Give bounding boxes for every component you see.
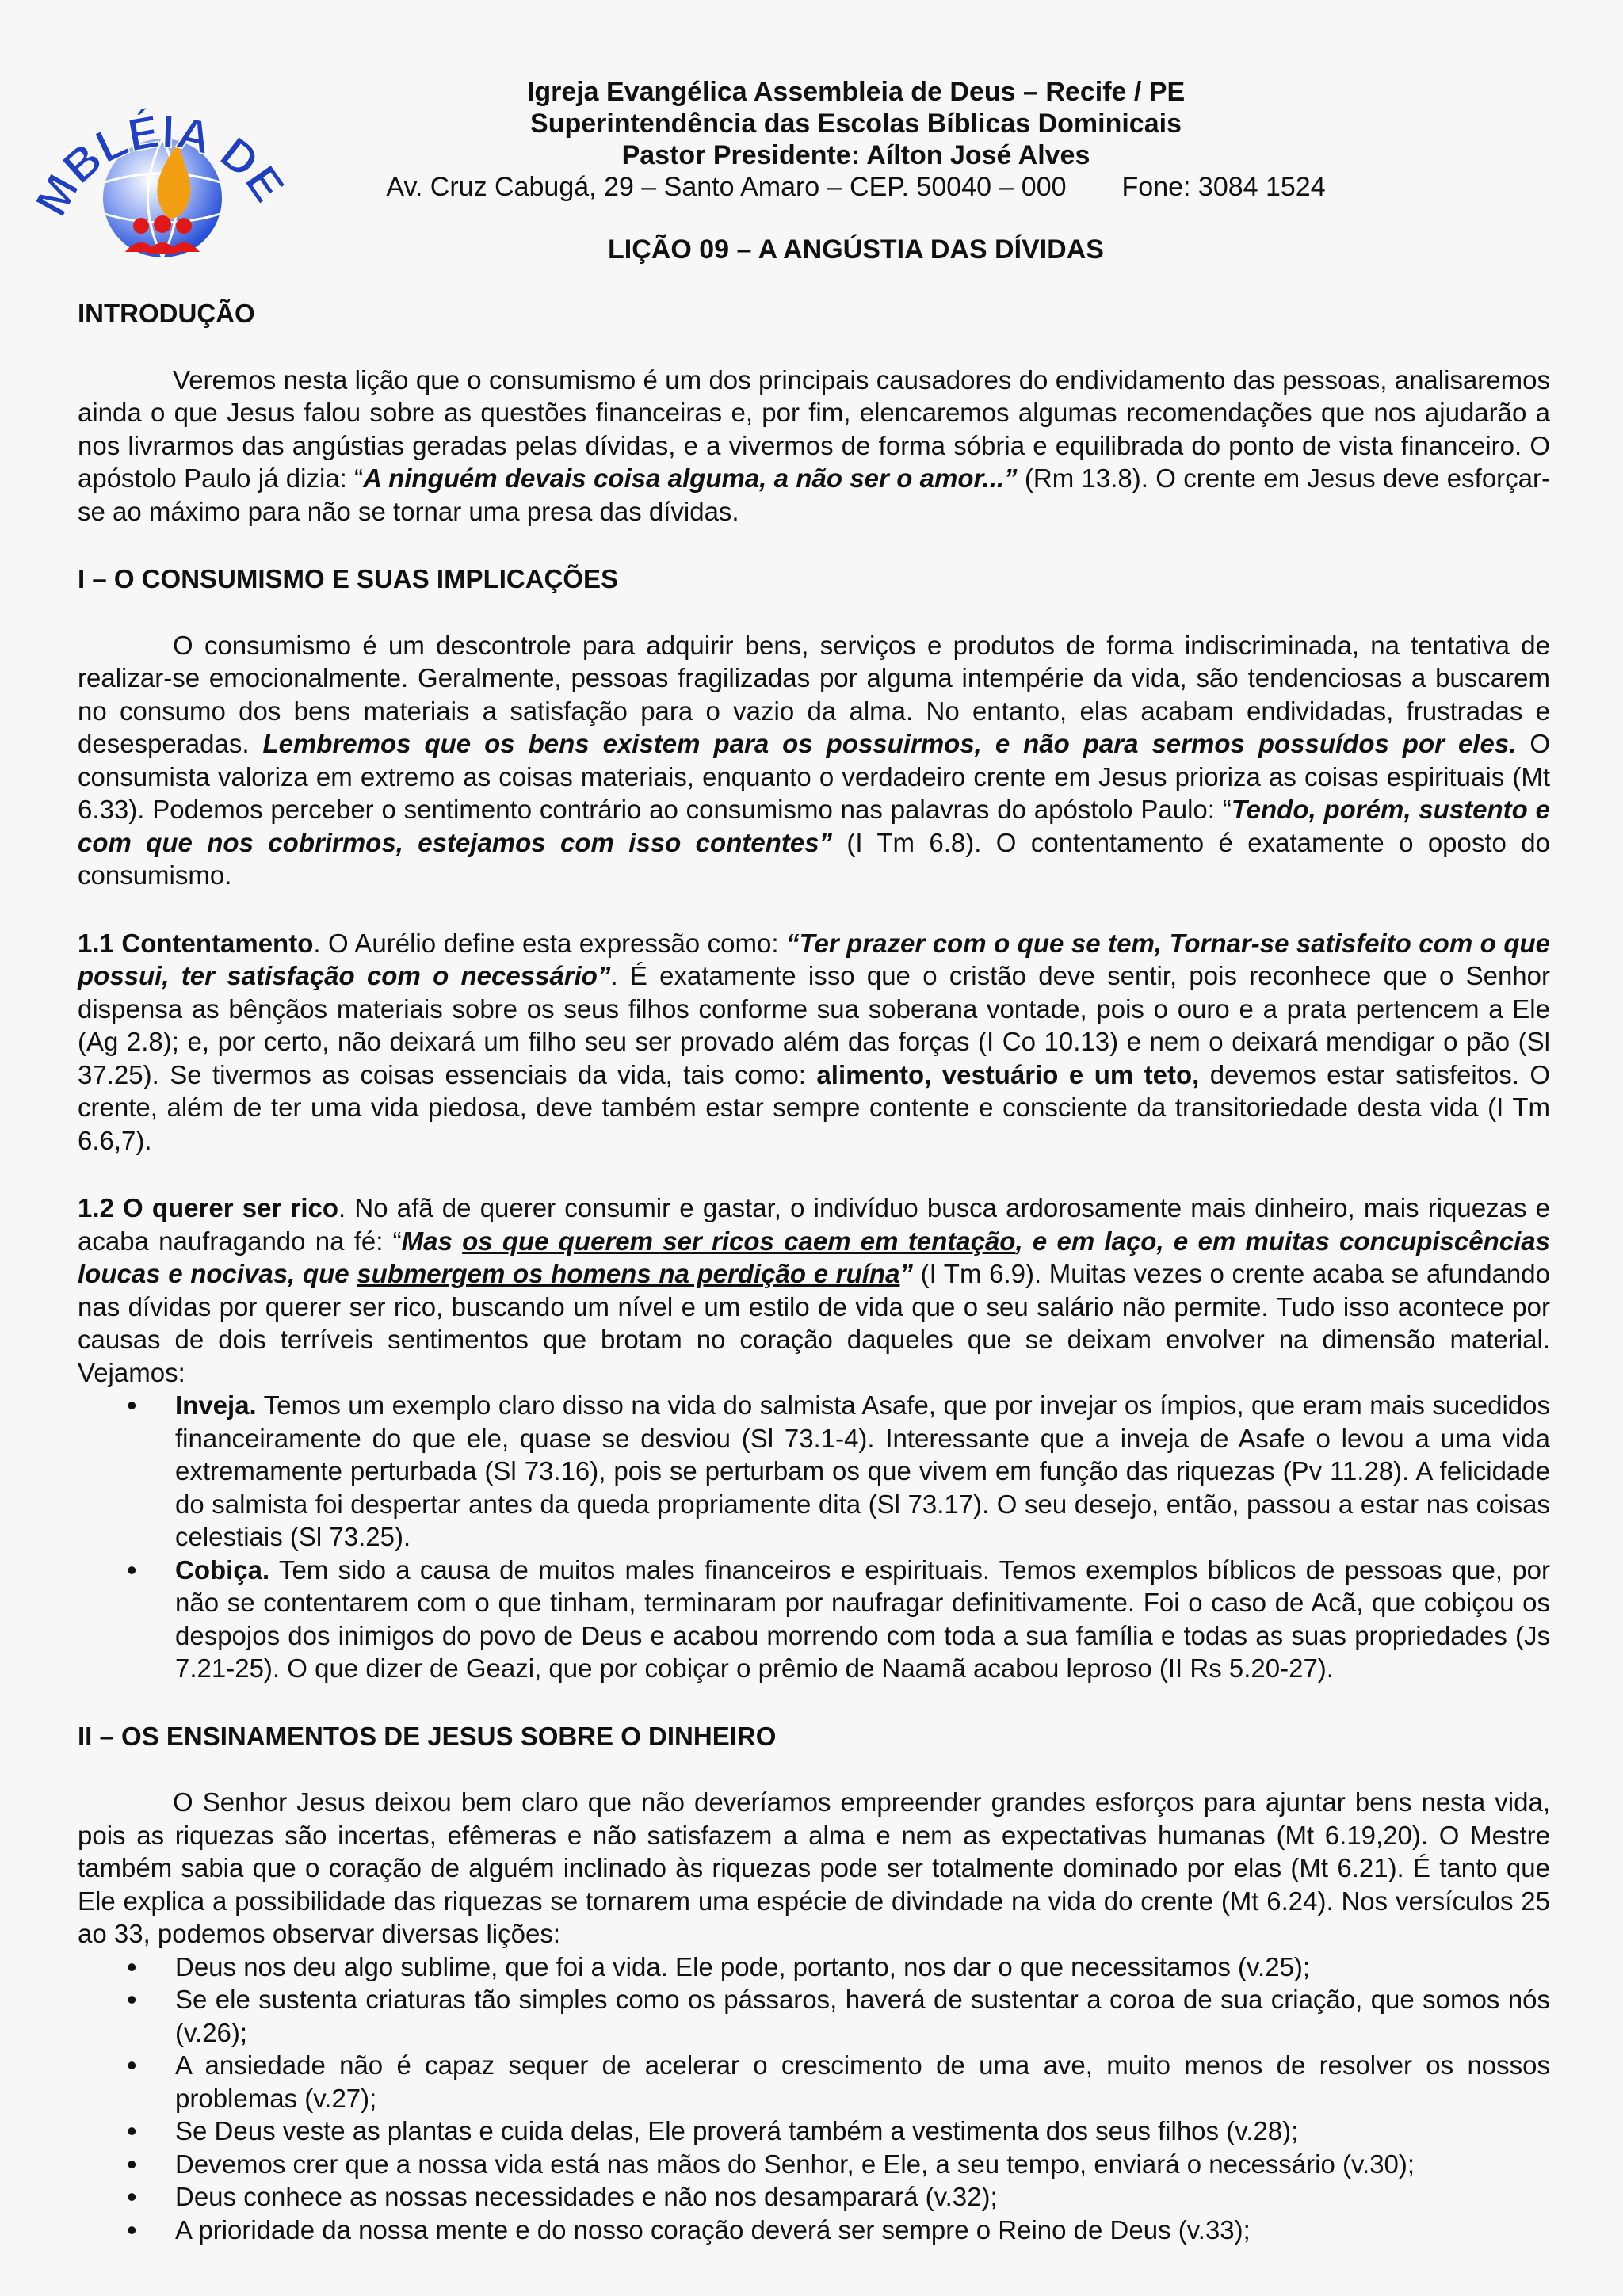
list-item: • A prioridade da nossa mente e do nosso coração deverá ser sempre o Reino de Deus (v.33);	[78, 2214, 1550, 2247]
quote-underlined: os que querem ser ricos caem em tentação	[462, 1226, 1016, 1256]
list-item: • Devemos crer que a nossa vida está nas mãos do Senhor, e Ele, a seu tempo, enviará o necessário (v.30);	[78, 2148, 1550, 2181]
intro-quote: A ninguém devais coisa alguma, a não ser o amor...”	[363, 463, 1018, 493]
list-item-title: Cobiça.	[175, 1554, 270, 1585]
list-item	[78, 1389, 1550, 1554]
intro-heading: INTRODUÇÃO	[78, 299, 255, 328]
address: Av. Cruz Cabugá, 29 – Santo Amaro – CEP. 50040 – 000	[386, 172, 1067, 202]
quote-part: ”	[899, 1259, 913, 1288]
list-item	[78, 1554, 1550, 1685]
feelings-list	[78, 1389, 1550, 1685]
intro-paragraph	[78, 364, 1550, 528]
subsection-1-1-text: . O Aurélio define esta expressão como:	[313, 928, 787, 958]
intro-text: Veremos nesta lição que o consumismo é um dos principais causadores do endividamento das pessoas, analisaremos ainda o que Jesus falou sobre as questões financeiras e, por fim, elencaremos algumas recomendações que nos ajudarão a nos livrarmos das angústias geradas pelas dívidas, e a vivermos de forma sóbria e equilibrada do ponto de vista financeiro. O apóstolo Paulo já dizia: “	[78, 364, 1550, 493]
quote-part: , e em laço, e em muitas concupiscências loucas e nocivas, que	[78, 1226, 1550, 1288]
subsection-1-2-title: 1.2 O querer ser rico	[78, 1193, 339, 1222]
church-name: Igreja Evangélica Assembleia de Deus – Recife / PE	[526, 77, 1186, 107]
list-item-text: Temos um exemplo claro disso na vida do salmista Asafe, que por invejar os ímpios, que eram mais sucedidos financeiramente do que ele, quase se desviou (Sl 73.1-4). Interessante que a inveja de Asafe o levou a uma vida extremamente perturbada (Sl 73.16), pois se perturbam os que vivem em função das riquezas (Pv 11.28). A felicidade do salmista foi despertar antes da queda propriamente dita (Sl 73.17). O seu desejo, então, passou a estar nas coisas celestiais (Sl 73.25).	[175, 1390, 1550, 1551]
list-item: • Deus nos deu algo sublime, que foi a vida. Ele pode, portanto, nos dar o que necessitamos (v.25);	[78, 1951, 1550, 1984]
assembleia-logo	[32, 63, 293, 269]
subsection-1-1-text-2: . É exatamente isso que o cristão deve sentir, pois reconhece que o Senhor dispensa as bênçãos materiais sobre os seus filhos conforme sua soberana vontade, pois o ouro e a prata pertencem a Ele (Ag 2.8); e, por certo, não deixará um filho seu ser provado além das forças (I Co 10.13) e nem o deixará mendigar o pão (Sl 37.25). Se tivermos as coisas essenciais da vida, tais como:	[78, 961, 1550, 1089]
subsection-1-1-text-3: devemos estar satisfeitos. O crente, além de ter uma vida piedosa, deve também estar sempre contente e consciente da transitoriedade desta vida (I Tm 6.6,7).	[78, 1059, 1550, 1155]
section2-heading: II – OS ENSINAMENTOS DE JESUS SOBRE O DINHEIRO	[78, 1721, 777, 1751]
quote-underlined: submergem os homens na perdição e ruína	[357, 1259, 900, 1288]
section1-text-2: O consumista valoriza em extremo as coisas materiais, enquanto o verdadeiro crente em Jesus prioriza as coisas espirituais (Mt 6.33). Podemos perceber o sentimento contrário ao consumismo nas palavras do apóstolo Paulo: “	[78, 729, 1550, 824]
subsection-1-2-text: . No afã de querer consumir e gastar, o indivíduo busca ardorosamente mais dinheiro, mais riquezas e acaba naufragando na fé: “	[78, 1193, 1551, 1256]
section1-emphasis: Lembremos que os bens existem para os possuirmos, e não para sermos possuídos por eles.	[262, 729, 1517, 758]
section1-heading: I – O CONSUMISMO E SUAS IMPLICAÇÕES	[78, 564, 619, 593]
section1-text: O consumismo é um descontrole para adquirir bens, serviços e produtos de forma indiscriminada, na tentativa de realizar-se emocionalmente. Geralmente, pessoas fragilizadas por alguma intempérie da vida, são tendenciosas a buscarem no consumo dos bens materiais a satisfação para o vazio da alma. No entanto, elas acabam endividadas, frustradas e desesperadas.	[78, 630, 1550, 758]
address-line	[301, 171, 1411, 203]
list-item-text: Tem sido a causa de muitos males financeiros e espirituais. Temos exemplos bíblicos de pessoas que, por não se contentarem com o que tinham, terminaram por naufragar definitivamente. Foi o caso de Acã, que cobiçou os despojos dos inimigos do povo de Deus e acabou morrendo com toda a sua família e todas as suas propriedades (Js 7.21-25). O que dizer de Geazi, que por cobiçar o prêmio de Naamã acabou leproso (II Rs 5.20-27).	[175, 1554, 1550, 1683]
intro-text-end: (Rm 13.8). O crente em Jesus deve esforçar-se ao máximo para não se tornar uma presa das dívidas.	[78, 463, 1550, 526]
subsection-1-1-title: 1.1 Contentamento	[78, 928, 314, 958]
subsection-1-2-text-2: (I Tm 6.9). Muitas vezes o crente acaba se afundando nas dívidas por querer ser rico, buscando um nível e um estilo de vida que o seu salário não permite. Tudo isso acontece por causas de dois terríveis sentimentos que brotam no coração daqueles que se deixam envolver na dimensão material. Vejamos:	[78, 1259, 1550, 1387]
subsection-1-1-quote: “Ter prazer com o que se tem, Tornar-se satisfeito com o que possui, ter satisfação com o necessário”	[78, 928, 1550, 990]
section1-text-3: (I Tm 6.8). O contentamento é exatamente o oposto do consumismo.	[78, 827, 1550, 890]
subsection-1-1	[78, 927, 1550, 1158]
phone: Fone: 3084 1524	[1121, 172, 1326, 202]
section1-paragraph	[78, 629, 1550, 892]
list-item: • Se ele sustenta criaturas tão simples como os pássaros, haverá de sustentar a coroa de sua criação, que somos nós (v.26);	[78, 1983, 1550, 2049]
logo-text: MBLÉIA DE	[32, 105, 293, 225]
list-item: • Se Deus veste as plantas e cuida delas, Ele proverá também a vestimenta dos seus filhos (v.28);	[78, 2115, 1550, 2148]
section2-paragraph: O Senhor Jesus deixou bem claro que não deveríamos empreender grandes esforços para ajuntar bens nesta vida, pois as riquezas são incertas, efêmeras e não satisfazem a alma e nem as expectativas humanas (Mt 6.19,20). O Mestre também sabia que o coração de alguém inclinado às riquezas pode ser totalmente dominado por elas (Mt 6.21). É tanto que Ele explica a possibilidade das riquezas se tornarem uma espécie de divindade na vida do crente (Mt 6.24). Nos versículos 25 ao 33, podemos observar diversas lições:	[78, 1787, 1550, 1948]
list-item-title: Inveja.	[175, 1390, 257, 1420]
logo-graphic	[32, 63, 293, 269]
pastor-name: Pastor Presidente: Aílton José Alves	[621, 140, 1090, 170]
list-item: • A ansiedade não é capaz sequer de acelerar o crescimento de uma ave, muito menos de resolver os nossos problemas (v.27);	[78, 2049, 1550, 2115]
list-item: • Deus conhece as nossas necessidades e não nos desamparará (v.32);	[78, 2180, 1550, 2214]
subsection-1-1-bold: alimento, vestuário e um teto,	[816, 1059, 1200, 1089]
quote-part: Mas	[401, 1226, 463, 1256]
subsection-1-2	[78, 1192, 1550, 1389]
lesson-title: LIÇÃO 09 – A ANGÚSTIA DAS DÍVIDAS	[608, 235, 1104, 265]
lesson-body	[78, 297, 1550, 2246]
section1-quote: Tendo, porém, sustento e com que nos cobrirmos, estejamos com isso contentes”	[78, 795, 1550, 857]
lessons-list	[78, 1951, 1550, 2247]
church-header	[301, 76, 1411, 203]
department-name: Superintendência das Escolas Bíblicas Dominicais	[530, 109, 1182, 139]
